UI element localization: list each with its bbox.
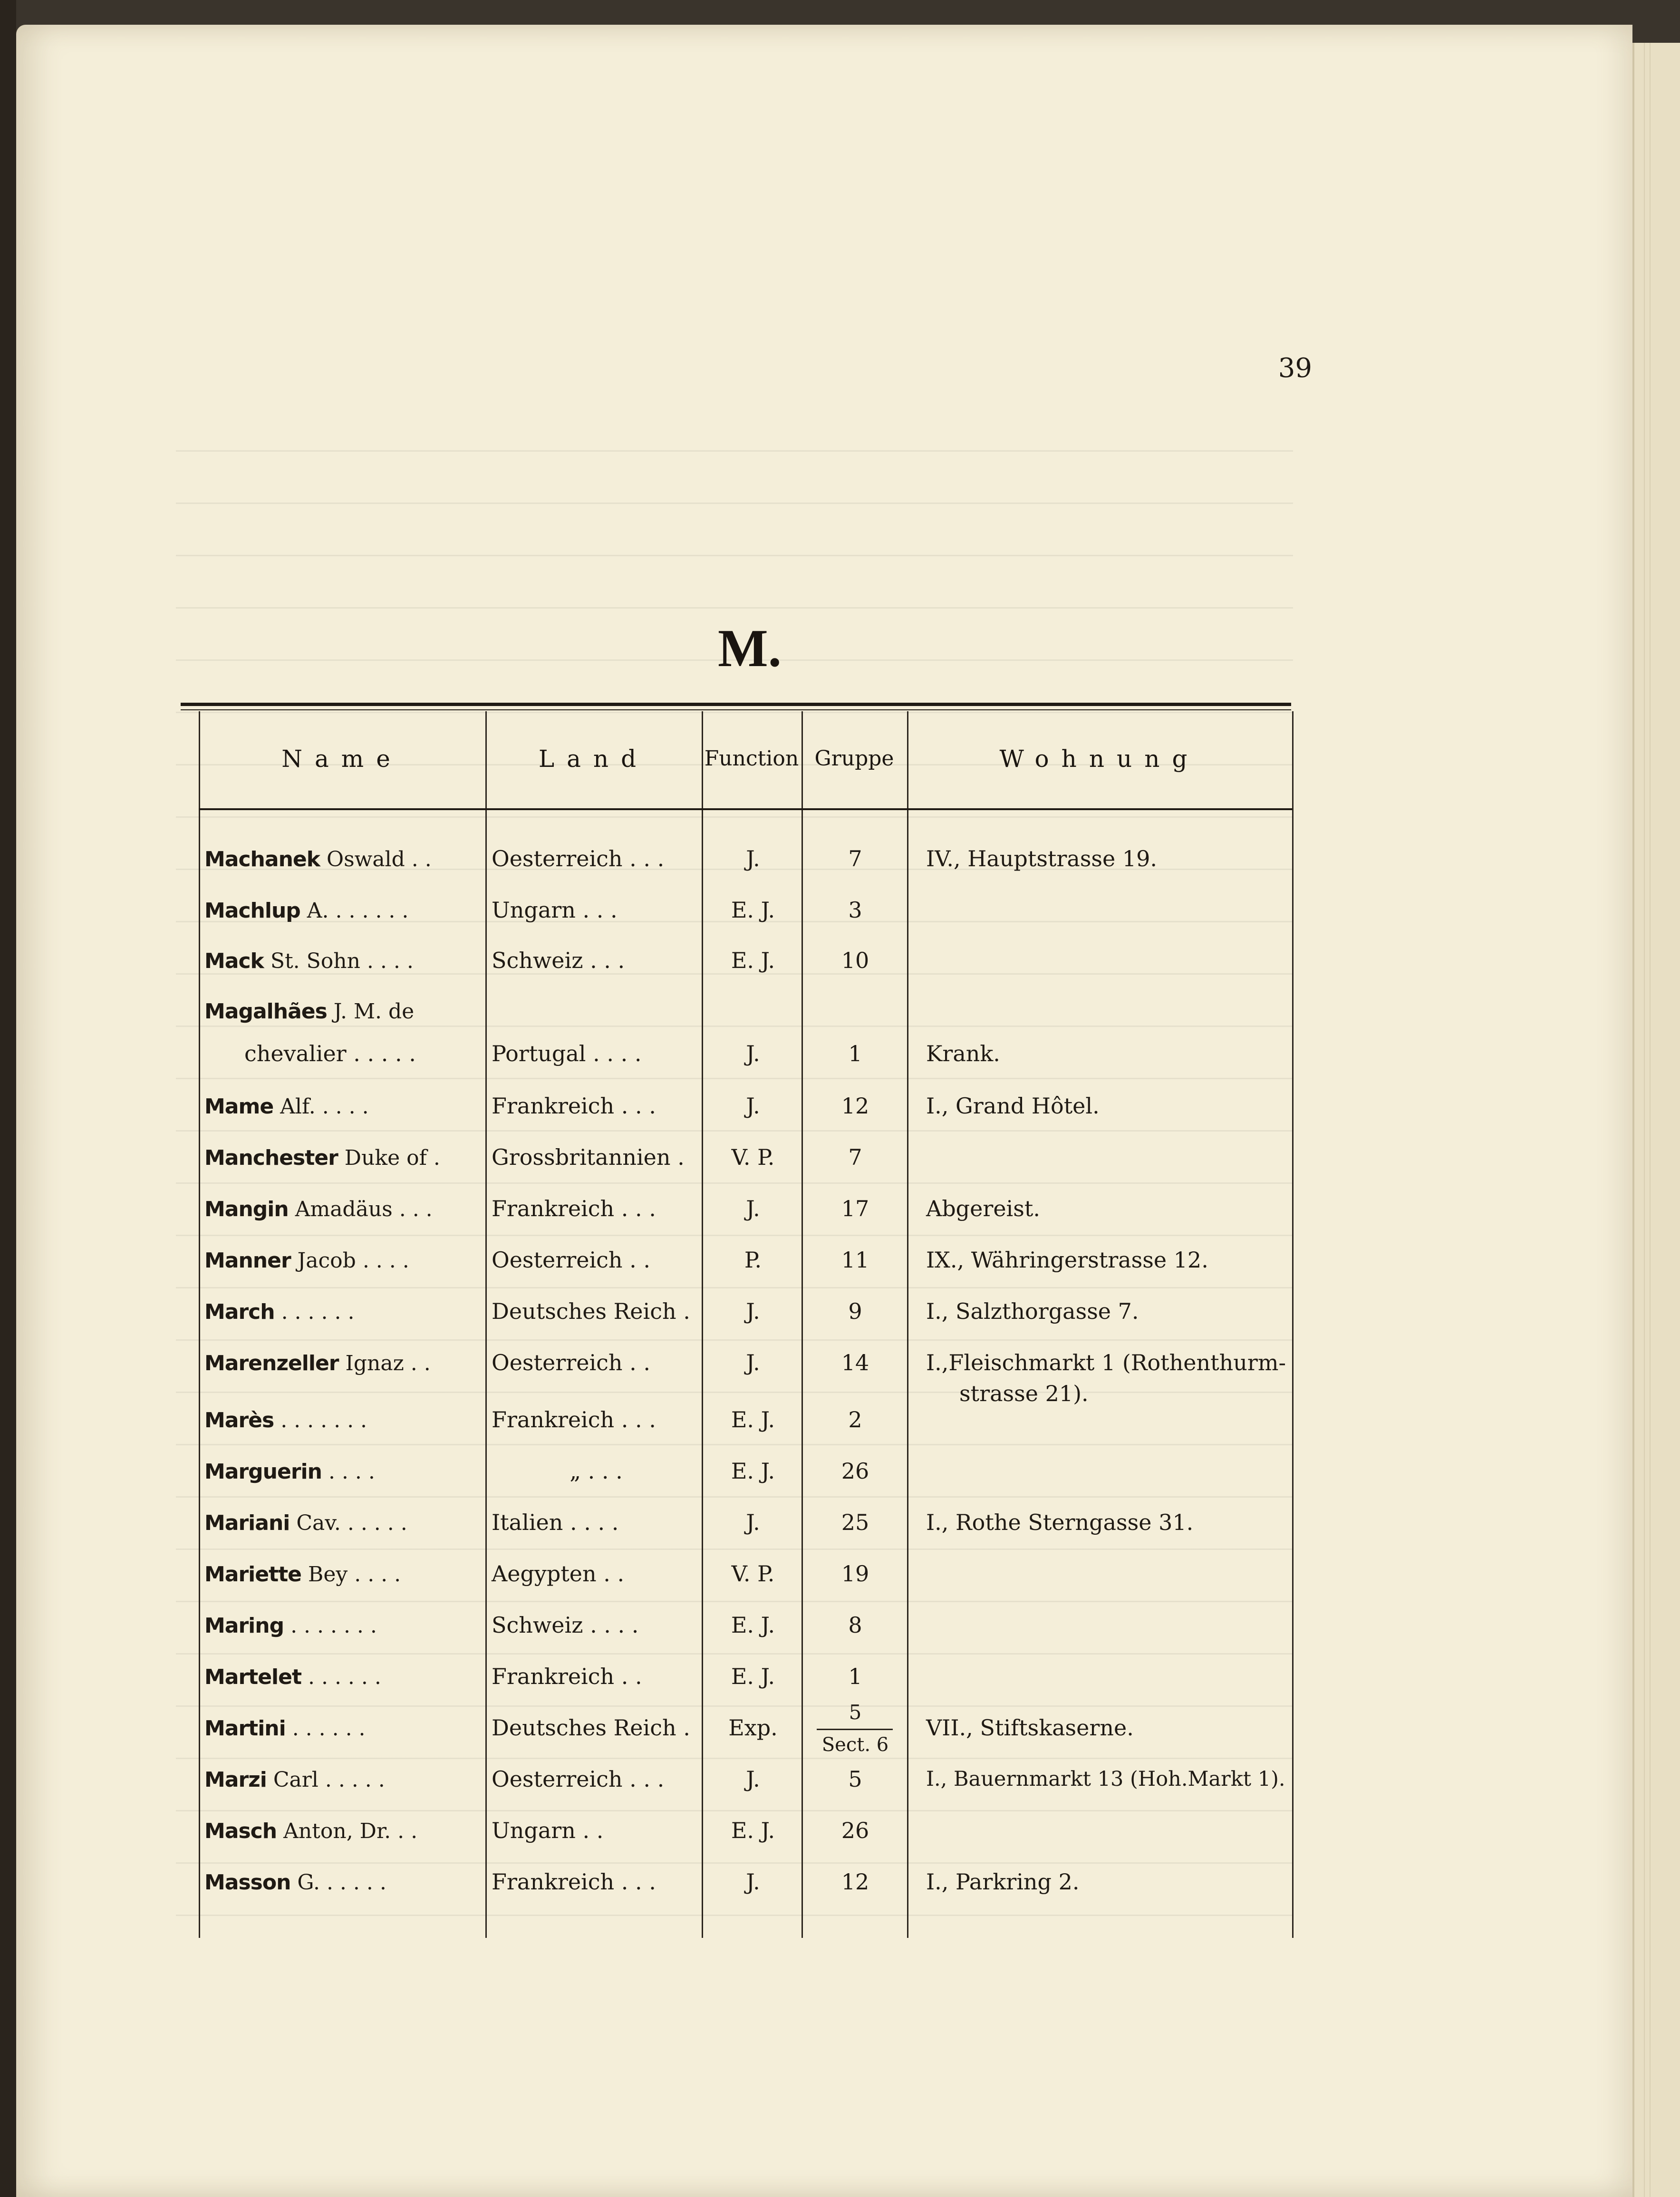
gruppe-cell: 8 <box>848 1612 862 1638</box>
table-row <box>199 1236 1292 1284</box>
surname: Manner <box>204 1249 291 1273</box>
wohnung-cell: IX., Währingerstrasse 12. <box>926 1247 1208 1273</box>
function-cell: E. J. <box>731 1458 775 1484</box>
land-cell: Oesterreich . . <box>492 1247 651 1273</box>
function-cell: V. P. <box>731 1144 775 1170</box>
name-cell <box>204 1185 480 1232</box>
given-name: Jacob . . . . <box>290 1249 409 1273</box>
table-top-rule-thin <box>181 709 1291 710</box>
surname: Maring <box>204 1614 284 1638</box>
name-cell <box>204 1396 480 1443</box>
name-cell <box>204 1807 480 1854</box>
function-cell: J. <box>746 1298 760 1324</box>
land-cell: Oesterreich . . . <box>492 1766 665 1792</box>
table-row <box>199 937 1292 984</box>
name-cell <box>204 1133 480 1181</box>
table-row <box>199 1858 1292 1906</box>
function-cell: J. <box>746 1766 760 1792</box>
table-row <box>199 987 1292 1035</box>
name-cell <box>204 1499 480 1546</box>
function-cell: E. J. <box>731 1664 775 1689</box>
surname: Machanek <box>204 847 320 871</box>
land-cell: Frankreich . . . <box>492 1196 656 1221</box>
name-cell <box>204 1236 480 1284</box>
function-cell: J. <box>746 1196 760 1221</box>
table-top-rule <box>181 703 1291 706</box>
given-name: . . . . <box>321 1460 375 1484</box>
land-cell: Grossbritannien . <box>492 1144 685 1170</box>
wohnung-cell: Krank. <box>926 1041 1000 1066</box>
name-cell <box>204 937 480 984</box>
gruppe-cell: 1 <box>848 1664 862 1689</box>
given-name: . . . . . . <box>301 1665 381 1689</box>
table-row <box>199 1396 1292 1443</box>
function-cell: E. J. <box>731 1818 775 1843</box>
section-letter: M. <box>718 619 782 678</box>
gruppe-cell: 17 <box>841 1196 869 1221</box>
wohnung-cell: I., Grand Hôtel. <box>926 1093 1100 1119</box>
wohnung-cell: I., Parkring 2. <box>926 1869 1080 1895</box>
given-name: Anton, Dr. . . <box>277 1819 418 1843</box>
given-name: . . . . . . <box>285 1716 366 1741</box>
name-continuation: chevalier . . . . . <box>244 1041 416 1066</box>
function-cell: J. <box>746 1093 760 1119</box>
header-wohnung: Wohnung <box>999 745 1200 773</box>
gruppe-cell: 26 <box>841 1458 869 1484</box>
land-cell: Schweiz . . . <box>492 948 625 973</box>
table-row <box>199 1807 1292 1854</box>
function-cell: Exp. <box>728 1715 778 1741</box>
given-name: Duke of . <box>338 1146 440 1170</box>
land-cell: Oesterreich . . . <box>492 846 665 871</box>
gruppe-cell: 7 <box>848 846 862 871</box>
gruppe-cell: 26 <box>841 1818 869 1843</box>
land-cell: Oesterreich . . <box>492 1350 651 1375</box>
land-cell: Aegypten . . <box>492 1561 625 1587</box>
gruppe-cell: 12 <box>841 1869 869 1895</box>
name-cell <box>204 835 480 882</box>
surname: Masson <box>204 1870 291 1895</box>
table-row <box>199 1030 1292 1077</box>
surname: Machlup <box>204 899 300 923</box>
wohnung-cell <box>926 1807 1316 1854</box>
land-cell: Ungarn . . <box>492 1818 604 1843</box>
wohnung-cell: I.,Fleischmarkt 1 (Rothenthurm- <box>926 1350 1286 1375</box>
wohnung-cell: I., Bauernmarkt 13 (Hoh.Markt 1). <box>926 1767 1285 1791</box>
name-cell <box>204 1858 480 1906</box>
surname: Magalhães <box>204 999 327 1024</box>
given-name: Alf. . . . . <box>273 1094 369 1119</box>
function-cell: J. <box>746 1350 760 1375</box>
function-cell: E. J. <box>731 948 775 973</box>
wohnung-cell <box>926 1601 1316 1649</box>
gruppe-cell: 9 <box>848 1298 862 1324</box>
gruppe-fraction-top: 5 <box>849 1701 862 1724</box>
name-cell <box>204 1447 480 1495</box>
gruppe-fraction-bar <box>817 1729 893 1730</box>
land-cell: Schweiz . . . . <box>492 1612 639 1638</box>
wohnung-cell: I., Salzthorgasse 7. <box>926 1298 1139 1324</box>
land-cell: Deutsches Reich . <box>492 1298 690 1324</box>
name-cell <box>204 1653 480 1700</box>
gruppe-cell: 2 <box>848 1407 862 1432</box>
function-cell: E. J. <box>731 897 775 923</box>
table-row <box>199 1185 1292 1232</box>
surname: Martelet <box>204 1665 302 1689</box>
header-gruppe: Gruppe <box>814 746 894 771</box>
name-cell <box>204 987 480 1035</box>
table-row <box>199 1653 1292 1700</box>
given-name: Carl . . . . . <box>266 1768 385 1792</box>
wohnung-cell <box>926 937 1316 984</box>
wohnung-cell: Abgereist. <box>926 1196 1040 1221</box>
surname: Marguerin <box>204 1460 322 1484</box>
gruppe-cell: 3 <box>848 897 862 923</box>
header-name: Name <box>281 745 403 773</box>
wohnung-cell: I., Rothe Sterngasse 31. <box>926 1510 1194 1535</box>
gruppe-cell: 12 <box>841 1093 869 1119</box>
given-name: . . . . . . . <box>274 1408 367 1432</box>
table-row <box>199 1082 1292 1130</box>
surname: Mariani <box>204 1511 290 1535</box>
surname: Manchester <box>204 1146 338 1170</box>
given-name: Bey . . . . <box>301 1562 401 1587</box>
name-cell <box>204 886 480 934</box>
surname: Marzi <box>204 1768 267 1792</box>
wohnung-cell <box>926 1447 1316 1495</box>
table-row <box>199 1287 1292 1335</box>
gruppe-cell: 1 <box>848 1041 862 1066</box>
given-name: Oswald . . <box>320 847 432 871</box>
land-cell: Frankreich . . . <box>492 1869 656 1895</box>
gruppe-cell: 5 <box>848 1766 862 1792</box>
given-name: . . . . . . <box>274 1300 355 1324</box>
name-cell <box>204 1755 480 1803</box>
land-cell: Portugal . . . . <box>492 1041 642 1066</box>
name-cell <box>204 1287 480 1335</box>
surname: Masch <box>204 1819 277 1843</box>
function-cell: J. <box>746 1510 760 1535</box>
table-row <box>199 1499 1292 1546</box>
wohnung-cell <box>926 1550 1316 1597</box>
gruppe-fraction-bottom: Sect. 6 <box>821 1734 889 1756</box>
surname: Mame <box>204 1094 274 1119</box>
land-cell: Ungarn . . . <box>492 897 618 923</box>
land-cell: „ . . . <box>570 1458 623 1484</box>
table-row <box>199 1601 1292 1649</box>
function-cell: J. <box>746 1869 760 1895</box>
gruppe-cell: 11 <box>841 1247 869 1273</box>
wohnung-cell <box>926 886 1316 934</box>
given-name: G. . . . . . <box>290 1870 386 1895</box>
gruppe-cell: 7 <box>848 1144 862 1170</box>
name-cell <box>204 1550 480 1597</box>
table-row <box>199 1447 1292 1495</box>
land-cell: Frankreich . . . <box>492 1407 656 1432</box>
gruppe-cell: 19 <box>841 1561 869 1587</box>
given-name: . . . . . . . <box>284 1614 377 1638</box>
name-cell <box>204 1082 480 1130</box>
wohnung-continuation: strasse 21). <box>959 1381 1089 1406</box>
header-rule <box>199 808 1292 810</box>
book-binding-edge <box>0 0 16 2197</box>
land-cell: Deutsches Reich . <box>492 1715 690 1741</box>
gruppe-cell: 10 <box>841 948 869 973</box>
wohnung-cell <box>926 1396 1316 1443</box>
function-cell: E. J. <box>731 1612 775 1638</box>
surname: Martini <box>204 1716 286 1741</box>
page-number: 39 <box>1278 353 1312 384</box>
given-name: St. Sohn . . . . <box>263 949 414 973</box>
header-function: Function <box>704 746 799 771</box>
surname: Marès <box>204 1408 274 1432</box>
wohnung-cell <box>926 1133 1316 1181</box>
given-name: A. . . . . . . <box>300 899 409 923</box>
function-cell: V. P. <box>731 1561 775 1587</box>
gruppe-cell: 25 <box>841 1510 869 1535</box>
page-stack-edge <box>1632 43 1680 2197</box>
given-name: Ignaz . . <box>338 1351 431 1375</box>
given-name: Amadäus . . . <box>288 1197 433 1221</box>
name-cell <box>204 1704 480 1752</box>
given-name: Cav. . . . . . <box>290 1511 407 1535</box>
gruppe-cell: 14 <box>841 1350 869 1375</box>
function-cell: J. <box>746 846 760 871</box>
function-cell: E. J. <box>731 1407 775 1432</box>
wohnung-cell: IV., Hauptstrasse 19. <box>926 846 1158 871</box>
function-cell: P. <box>744 1247 762 1273</box>
table-row <box>199 1755 1292 1803</box>
given-name: J. M. de <box>327 999 415 1024</box>
table-row <box>199 1550 1292 1597</box>
name-cell <box>204 1601 480 1649</box>
land-cell: Frankreich . . . <box>492 1093 656 1119</box>
surname: Mangin <box>204 1197 289 1221</box>
wohnung-cell <box>926 1653 1316 1700</box>
function-cell: J. <box>746 1041 760 1066</box>
surname: Mack <box>204 949 264 973</box>
surname: Marenzeller <box>204 1351 339 1375</box>
wohnung-cell: VII., Stiftskaserne. <box>926 1715 1134 1741</box>
surname: Mariette <box>204 1562 302 1587</box>
table-row <box>199 886 1292 934</box>
land-cell: Italien . . . . <box>492 1510 619 1535</box>
table-row <box>199 1133 1292 1181</box>
surname: March <box>204 1300 275 1324</box>
land-cell: Frankreich . . <box>492 1664 642 1689</box>
table-row <box>199 835 1292 882</box>
header-land: Land <box>538 745 649 773</box>
directory-table <box>199 711 1292 1938</box>
table-row <box>199 1701 1292 1756</box>
